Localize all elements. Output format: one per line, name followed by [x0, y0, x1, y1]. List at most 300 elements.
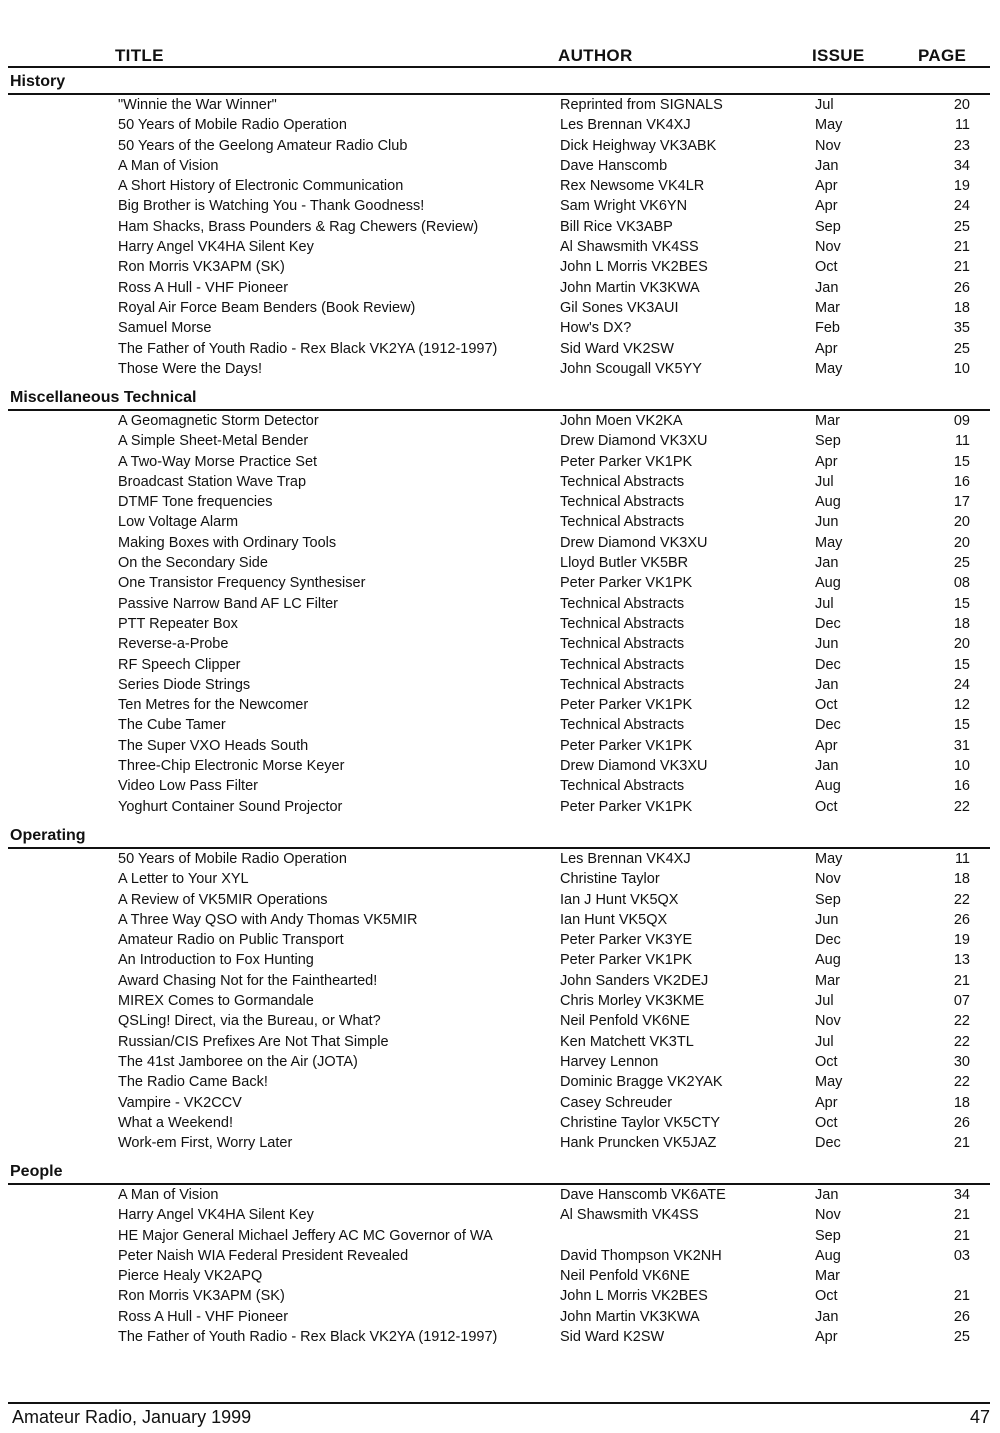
article-page: 18 [953, 871, 970, 888]
article-title: A Man of Vision [118, 157, 219, 174]
table-row [0, 736, 1000, 756]
article-title: Work-em First, Worry Later [118, 1135, 293, 1152]
article-title: 50 Years of Mobile Radio Operation [118, 117, 347, 134]
article-title: Pierce Healy VK2APQ [118, 1268, 263, 1285]
table-row [0, 237, 1000, 257]
article-author: Technical Abstracts [560, 473, 685, 490]
article-page: 09 [953, 413, 970, 429]
article-issue: Sep [815, 433, 841, 450]
article-page: 26 [953, 1114, 970, 1131]
article-issue: Jan [815, 1187, 839, 1203]
article-page: 35 [953, 320, 970, 337]
article-author: Drew Diamond VK3XU [560, 534, 708, 551]
article-page: 12 [953, 697, 970, 714]
table-row [0, 136, 1000, 156]
article-issue: Dec [815, 932, 841, 949]
article-title: Reverse-a-Probe [118, 636, 229, 653]
article-page: 16 [953, 778, 970, 795]
table-row [0, 176, 1000, 196]
article-issue: Dec [815, 717, 841, 734]
article-title: Royal Air Force Beam Benders (Book Review) [118, 299, 416, 316]
article-page: 21 [953, 1227, 970, 1244]
article-issue: Oct [815, 1114, 838, 1131]
article-page: 22 [953, 891, 970, 908]
article-page: 19 [953, 932, 970, 949]
article-title: RF Speech Clipper [118, 656, 241, 673]
article-page: 20 [953, 97, 970, 113]
article-page: 17 [953, 494, 970, 511]
article-page: 26 [953, 279, 970, 296]
article-title: A Short History of Electronic Communication [118, 178, 404, 195]
article-page: 30 [953, 1053, 970, 1070]
table-row [0, 849, 1000, 869]
article-issue: Apr [815, 1329, 838, 1346]
table-row [0, 512, 1000, 532]
article-title: Broadcast Station Wave Trap [118, 473, 307, 490]
article-page: 11 [954, 433, 970, 450]
table-row [0, 1246, 1000, 1266]
article-author: Hank Pruncken VK5JAZ [560, 1135, 717, 1152]
article-author: Drew Diamond VK3XU [560, 758, 708, 775]
footer-rule [8, 1402, 990, 1404]
table-row [0, 890, 1000, 910]
article-issue: Nov [815, 1013, 841, 1030]
article-author: Ian J Hunt VK5QX [560, 891, 679, 908]
article-issue: Aug [815, 952, 841, 969]
table-row [0, 411, 1000, 431]
article-author: Neil Penfold VK6NE [560, 1268, 690, 1285]
article-page: 25 [953, 1329, 970, 1346]
article-issue: Jul [815, 595, 834, 612]
article-title: A Geomagnetic Storm Detector [118, 413, 319, 429]
table-row [0, 910, 1000, 930]
article-author: Ken Matchett VK3TL [560, 1033, 694, 1050]
table-row [0, 776, 1000, 796]
article-title: A Three Way QSO with Andy Thomas VK5MIR [118, 911, 418, 928]
table-row [0, 257, 1000, 277]
article-page: 19 [953, 178, 970, 195]
article-title: Three-Chip Electronic Morse Keyer [118, 758, 345, 775]
article-author: Technical Abstracts [560, 595, 685, 612]
article-author: Dave Hanscomb [560, 157, 668, 174]
article-author: Peter Parker VK3YE [560, 932, 693, 949]
article-author: Lloyd Butler VK5BR [560, 555, 689, 572]
column-title-header: TITLE [115, 46, 164, 65]
table-row [0, 1205, 1000, 1225]
table-row [0, 797, 1000, 817]
article-issue: Oct [815, 1053, 838, 1070]
article-author: Neil Penfold VK6NE [560, 1013, 690, 1030]
article-page: 03 [953, 1247, 970, 1264]
table-row [0, 553, 1000, 573]
article-issue: Jun [815, 636, 839, 653]
article-issue: Apr [815, 178, 838, 195]
article-author: John Martin VK3KWA [560, 279, 700, 296]
header-rule [8, 66, 990, 68]
article-title: Those Were the Days! [118, 360, 262, 377]
article-author: Al Shawsmith VK4SS [560, 1207, 699, 1224]
table-row [0, 1266, 1000, 1286]
article-page: 21 [953, 259, 970, 276]
table-row [0, 715, 1000, 735]
article-page: 25 [953, 555, 970, 572]
table-row [0, 655, 1000, 675]
article-author: Technical Abstracts [560, 676, 685, 693]
article-title: The Super VXO Heads South [118, 737, 309, 754]
article-author: Harvey Lennon [560, 1053, 659, 1070]
article-title: Amateur Radio on Public Transport [118, 932, 344, 949]
article-title: A Two-Way Morse Practice Set [118, 453, 318, 470]
article-title: Passive Narrow Band AF LC Filter [118, 595, 338, 612]
article-author: Gil Sones VK3AUI [560, 299, 679, 316]
article-title: Russian/CIS Prefixes Are Not That Simple [118, 1033, 389, 1050]
article-title: The 41st Jamboree on the Air (JOTA) [118, 1053, 358, 1070]
table-row [0, 217, 1000, 237]
table-row [0, 675, 1000, 695]
article-page: 23 [953, 137, 970, 154]
article-issue: Jun [815, 514, 839, 531]
article-author: John L Morris VK2BES [560, 1288, 708, 1305]
article-page: 22 [953, 1074, 970, 1091]
article-issue: Dec [815, 615, 841, 632]
article-page: 11 [954, 117, 970, 134]
article-author: Christine Taylor VK5CTY [560, 1114, 721, 1131]
article-issue: Jan [815, 676, 839, 693]
article-title: Harry Angel VK4HA Silent Key [118, 1207, 314, 1224]
article-author: Drew Diamond VK3XU [560, 433, 708, 450]
article-issue: Sep [815, 218, 841, 235]
article-issue: Sep [815, 1227, 841, 1244]
article-title: An Introduction to Fox Hunting [118, 952, 314, 969]
table-row [0, 991, 1000, 1011]
article-author: Casey Schreuder [560, 1094, 673, 1111]
article-page: 18 [953, 615, 970, 632]
article-title: A Man of Vision [118, 1187, 219, 1203]
article-title: Making Boxes with Ordinary Tools [118, 534, 337, 551]
article-page: 25 [953, 340, 970, 357]
article-page: 10 [953, 758, 970, 775]
article-author: Technical Abstracts [560, 494, 685, 511]
article-issue: Apr [815, 1094, 838, 1111]
article-title: Yoghurt Container Sound Projector [118, 798, 343, 815]
article-page: 20 [953, 514, 970, 531]
article-issue: Aug [815, 778, 841, 795]
footer-publication: Amateur Radio, January 1999 [12, 1407, 252, 1427]
article-author: Peter Parker VK1PK [560, 453, 693, 470]
article-title: HE Major General Michael Jeffery AC MC Governor of WA [118, 1227, 493, 1244]
article-issue: Jan [815, 555, 839, 572]
column-issue-header: ISSUE [812, 46, 865, 65]
article-title: Ten Metres for the Newcomer [118, 697, 309, 714]
article-author: Sam Wright VK6YN [560, 198, 688, 215]
article-issue: Oct [815, 259, 838, 276]
table-row [0, 196, 1000, 216]
table-row [0, 1185, 1000, 1205]
article-page: 31 [953, 737, 970, 754]
table-row [0, 594, 1000, 614]
article-issue: May [815, 851, 843, 867]
table-row [0, 930, 1000, 950]
article-author: Technical Abstracts [560, 778, 685, 795]
article-issue: Apr [815, 453, 838, 470]
article-issue: Apr [815, 198, 838, 215]
section-title: History [10, 73, 66, 90]
article-issue: Mar [815, 299, 840, 316]
article-title: Ron Morris VK3APM (SK) [118, 1288, 285, 1305]
article-author: David Thompson VK2NH [560, 1247, 722, 1264]
article-title: Low Voltage Alarm [118, 514, 239, 531]
article-issue: Jan [815, 157, 839, 174]
section-title: Operating [10, 827, 86, 844]
table-row [0, 634, 1000, 654]
article-author: Chris Morley VK3KME [560, 993, 705, 1010]
article-issue: Nov [815, 871, 841, 888]
article-author: Christine Taylor [560, 871, 660, 888]
article-issue: Dec [815, 656, 841, 673]
table-row [0, 533, 1000, 553]
article-author: Reprinted from SIGNALS [560, 97, 723, 113]
table-row [0, 359, 1000, 379]
article-page: 15 [953, 453, 970, 470]
table-row [0, 1072, 1000, 1092]
table-row [0, 318, 1000, 338]
article-author: John L Morris VK2BES [560, 259, 708, 276]
article-page: 20 [953, 636, 970, 653]
article-issue: Jan [815, 1308, 839, 1325]
article-title: One Transistor Frequency Synthesiser [118, 575, 366, 592]
article-title: A Letter to Your XYL [118, 871, 249, 888]
article-page: 15 [953, 656, 970, 673]
article-issue: Oct [815, 697, 838, 714]
article-issue: Jan [815, 279, 839, 296]
section-rows [0, 411, 1000, 817]
article-issue: May [815, 1074, 843, 1091]
article-issue: Sep [815, 891, 841, 908]
article-author: Technical Abstracts [560, 656, 685, 673]
article-title: Series Diode Strings [118, 676, 251, 693]
article-author: John Sanders VK2DEJ [560, 972, 709, 989]
table-row [0, 1307, 1000, 1327]
article-page: 18 [953, 1094, 970, 1111]
section-rows [0, 95, 1000, 379]
article-page: 22 [953, 1033, 970, 1050]
section-rows [0, 1185, 1000, 1347]
article-page: 21 [953, 1207, 970, 1224]
table-row [0, 156, 1000, 176]
article-issue: Feb [815, 320, 840, 337]
article-issue: Jul [815, 1033, 834, 1050]
article-page: 24 [953, 676, 970, 693]
article-author: Les Brennan VK4XJ [560, 117, 691, 134]
article-title: MIREX Comes to Gormandale [118, 993, 314, 1010]
article-issue: Aug [815, 1247, 841, 1264]
article-author: Sid Ward VK2SW [560, 340, 674, 357]
table-row [0, 971, 1000, 991]
column-page-header: PAGE [918, 46, 967, 65]
article-issue: Mar [815, 413, 840, 429]
article-page: 24 [953, 198, 970, 215]
article-issue: Jan [815, 758, 839, 775]
footer-page-number: 47 [969, 1407, 990, 1427]
article-title: Ron Morris VK3APM (SK) [118, 259, 285, 276]
article-page: 11 [954, 851, 970, 867]
table-row [0, 756, 1000, 776]
table-row [0, 298, 1000, 318]
section-title: Miscellaneous Technical [10, 389, 197, 406]
table-row [0, 278, 1000, 298]
article-page: 08 [953, 575, 970, 592]
article-page: 13 [953, 952, 970, 969]
article-title: 50 Years of Mobile Radio Operation [118, 851, 347, 867]
article-issue: May [815, 534, 843, 551]
table-row [0, 431, 1000, 451]
article-title: The Father of Youth Radio - Rex Black VK2YA (1912-1997) [118, 1329, 498, 1346]
article-page: 16 [953, 473, 970, 490]
article-issue: May [815, 117, 843, 134]
table-row [0, 452, 1000, 472]
article-author: Les Brennan VK4XJ [560, 851, 691, 867]
table-row [0, 1113, 1000, 1133]
article-page: 21 [953, 1135, 970, 1152]
table-row [0, 472, 1000, 492]
article-issue: Jun [815, 911, 839, 928]
article-issue: Nov [815, 239, 841, 256]
article-title: "Winnie the War Winner" [118, 97, 277, 113]
table-row [0, 1011, 1000, 1031]
section-title: People [10, 1163, 63, 1180]
article-title: DTMF Tone frequencies [118, 494, 273, 511]
article-page: 34 [953, 1187, 970, 1203]
article-issue: Oct [815, 798, 838, 815]
table-row [0, 492, 1000, 512]
table-row [0, 614, 1000, 634]
article-title: What a Weekend! [118, 1114, 233, 1131]
article-author: Peter Parker VK1PK [560, 798, 693, 815]
article-page: 21 [953, 972, 970, 989]
article-title: Harry Angel VK4HA Silent Key [118, 239, 314, 256]
table-row [0, 1093, 1000, 1113]
article-issue: Apr [815, 737, 838, 754]
table-row [0, 573, 1000, 593]
article-page: 22 [953, 798, 970, 815]
article-page: 25 [953, 218, 970, 235]
article-page: 20 [953, 534, 970, 551]
article-title: A Review of VK5MIR Operations [118, 891, 328, 908]
article-title: Samuel Morse [118, 320, 212, 337]
article-title: 50 Years of the Geelong Amateur Radio Club [118, 137, 408, 154]
article-title: On the Secondary Side [118, 555, 268, 572]
article-page: 26 [953, 1308, 970, 1325]
article-issue: Jul [815, 97, 834, 113]
article-issue: Jul [815, 993, 834, 1010]
article-author: Sid Ward K2SW [560, 1329, 665, 1346]
section-rows [0, 849, 1000, 1153]
table-row [0, 869, 1000, 889]
table-row [0, 1133, 1000, 1153]
article-author: How's DX? [560, 320, 632, 337]
article-issue: Dec [815, 1135, 841, 1152]
table-row [0, 950, 1000, 970]
article-title: The Radio Came Back! [118, 1074, 268, 1091]
article-page: 21 [953, 1288, 970, 1305]
article-issue: Oct [815, 1288, 838, 1305]
article-title: Ross A Hull - VHF Pioneer [118, 279, 289, 296]
article-author: Technical Abstracts [560, 615, 685, 632]
article-issue: Mar [815, 1268, 840, 1285]
article-author: John Martin VK3KWA [560, 1308, 700, 1325]
article-title: Ross A Hull - VHF Pioneer [118, 1308, 289, 1325]
article-page: 18 [953, 299, 970, 316]
article-page: 15 [953, 595, 970, 612]
article-author: Peter Parker VK1PK [560, 952, 693, 969]
article-page: 34 [953, 157, 970, 174]
article-author: John Scougall VK5YY [560, 360, 702, 377]
article-issue: May [815, 360, 843, 377]
table-row [0, 95, 1000, 115]
table-row [0, 1226, 1000, 1246]
table-row [0, 1032, 1000, 1052]
article-title: Ham Shacks, Brass Pounders & Rag Chewers (Review) [118, 218, 479, 235]
column-header [0, 44, 1000, 66]
article-title: The Father of Youth Radio - Rex Black VK2YA (1912-1997) [118, 340, 498, 357]
article-page: 15 [953, 717, 970, 734]
article-title: PTT Repeater Box [118, 615, 238, 632]
article-title: Big Brother is Watching You - Thank Goodness! [118, 198, 425, 215]
article-author: Al Shawsmith VK4SS [560, 239, 699, 256]
article-issue: Nov [815, 1207, 841, 1224]
article-issue: Jul [815, 473, 834, 490]
article-title: Peter Naish WIA Federal President Revealed [118, 1247, 409, 1264]
article-title: The Cube Tamer [118, 717, 226, 734]
article-author: Ian Hunt VK5QX [560, 911, 668, 928]
article-author: Dick Heighway VK3ABK [560, 137, 717, 154]
article-author: Technical Abstracts [560, 717, 685, 734]
article-page: 22 [953, 1013, 970, 1030]
column-author-header: AUTHOR [558, 46, 633, 65]
table-row [0, 1327, 1000, 1347]
table-row [0, 1052, 1000, 1072]
article-issue: Apr [815, 340, 838, 357]
article-page: 10 [953, 360, 970, 377]
table-row [0, 695, 1000, 715]
table-row [0, 115, 1000, 135]
article-author: Rex Newsome VK4LR [560, 178, 705, 195]
article-author: Technical Abstracts [560, 636, 685, 653]
table-row [0, 1286, 1000, 1306]
article-author: Peter Parker VK1PK [560, 575, 693, 592]
table-row [0, 339, 1000, 359]
article-issue: Mar [815, 972, 840, 989]
article-issue: Aug [815, 494, 841, 511]
article-title: A Simple Sheet-Metal Bender [118, 433, 309, 450]
article-title: QSLing! Direct, via the Bureau, or What? [118, 1013, 381, 1030]
article-issue: Nov [815, 137, 841, 154]
article-page: 21 [953, 239, 970, 256]
article-author: John Moen VK2KA [560, 413, 683, 429]
article-page: 26 [953, 911, 970, 928]
article-author: Dominic Bragge VK2YAK [560, 1074, 723, 1091]
article-title: Vampire - VK2CCV [118, 1094, 242, 1111]
article-author: Peter Parker VK1PK [560, 697, 693, 714]
article-page: 07 [953, 993, 970, 1010]
article-author: Bill Rice VK3ABP [560, 218, 673, 235]
article-author: Peter Parker VK1PK [560, 737, 693, 754]
article-title: Award Chasing Not for the Fainthearted! [118, 972, 378, 989]
article-title: Video Low Pass Filter [118, 778, 258, 795]
article-author: Technical Abstracts [560, 514, 685, 531]
article-issue: Aug [815, 575, 841, 592]
article-author: Dave Hanscomb VK6ATE [560, 1187, 726, 1203]
